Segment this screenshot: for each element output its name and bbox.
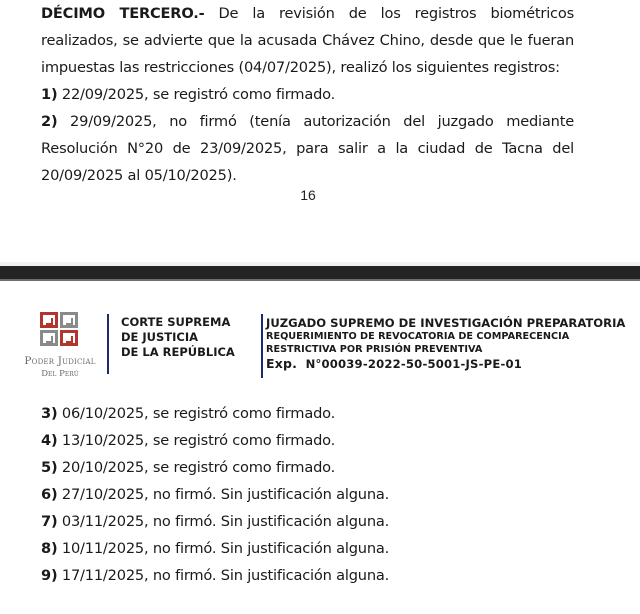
list-item (41, 535, 574, 562)
item-text: 06/10/2025, se registró como firmado. (57, 405, 336, 422)
section-label: DÉCIMO TERCERO.- (41, 5, 205, 22)
logo-square-red (60, 330, 78, 346)
item-text: 10/11/2025, no firmó. Sin justificación alguna. (57, 540, 390, 557)
item-number: 8) (41, 540, 58, 557)
court-name-line: CORTE SUPREMA (121, 315, 231, 329)
page-body (41, 0, 574, 189)
list-item (41, 562, 574, 589)
court-name-line: DE LA REPÚBLICA (121, 345, 235, 359)
list-item (41, 400, 574, 427)
item-number: 7) (41, 513, 58, 530)
list-item (41, 481, 574, 508)
paragraph-text: De la revisión de los registros biométricos realizados, se advierte que la acusada Chávez Chino, desde que le fueran impuestas las restricciones (04/07/2025), realizó los siguientes registros: (41, 5, 575, 76)
logo-square-grey (60, 312, 78, 328)
request-title-line: REQUERIMIENTO DE REVOCATORIA DE COMPARECENCIA (266, 331, 570, 342)
item-number: 5) (41, 459, 58, 476)
court-name (121, 315, 235, 360)
item-text: 13/10/2025, se registró como firmado. (57, 432, 336, 449)
case-number-value: N°00039-2022-50-5001-JS-PE-01 (305, 357, 522, 371)
poder-judicial-logo-icon (40, 312, 78, 346)
paragraph-decimo-tercero (41, 0, 574, 81)
item-number: 3) (41, 405, 58, 422)
item-text: 03/11/2025, no firmó. Sin justificación alguna. (57, 513, 390, 530)
request-title-line: RESTRICTIVA POR PRISIÓN PREVENTIVA (266, 344, 483, 355)
item-text: 17/11/2025, no firmó. Sin justificación alguna. (57, 567, 390, 584)
item-text: 20/10/2025, se registró como firmado. (57, 459, 336, 476)
page-number: 16 (300, 187, 316, 203)
list-item (41, 508, 574, 535)
case-number-label: Exp. (266, 356, 298, 371)
list-item (41, 108, 574, 189)
case-number (266, 356, 625, 372)
header-divider (261, 314, 263, 378)
case-info (266, 316, 625, 372)
court-name-line: DE JUSTICIA (121, 330, 199, 344)
list-item (41, 81, 574, 108)
item-number: 1) (41, 86, 58, 103)
item-number: 2) (41, 113, 58, 130)
document-page-16 (0, 0, 640, 262)
list-item (41, 454, 574, 481)
item-number: 6) (41, 486, 58, 503)
page-body-continued (41, 400, 574, 589)
item-text: 27/10/2025, no firmó. Sin justificación alguna. (57, 486, 390, 503)
logo-name: Poder Judicial (24, 355, 96, 367)
logo-square-grey (40, 330, 58, 346)
list-item (41, 427, 574, 454)
item-number: 4) (41, 432, 58, 449)
logo-subname: Del Perú (41, 369, 79, 379)
logo-square-red (40, 312, 58, 328)
header-divider (107, 314, 109, 374)
item-number: 9) (41, 567, 58, 584)
court-title: JUZGADO SUPREMO DE INVESTIGACIÓN PREPARATORIA (266, 316, 626, 330)
item-text: 29/09/2025, no firmó (tenía autorización del juzgado mediante Resolución N°20 de 23/09/2025, para salir a la ciudad de Tacna del 20/09/2025 al 05/10/2025). (41, 113, 574, 184)
item-text: 22/09/2025, se registró como firmado. (57, 86, 336, 103)
page-separator-bar (0, 266, 640, 281)
